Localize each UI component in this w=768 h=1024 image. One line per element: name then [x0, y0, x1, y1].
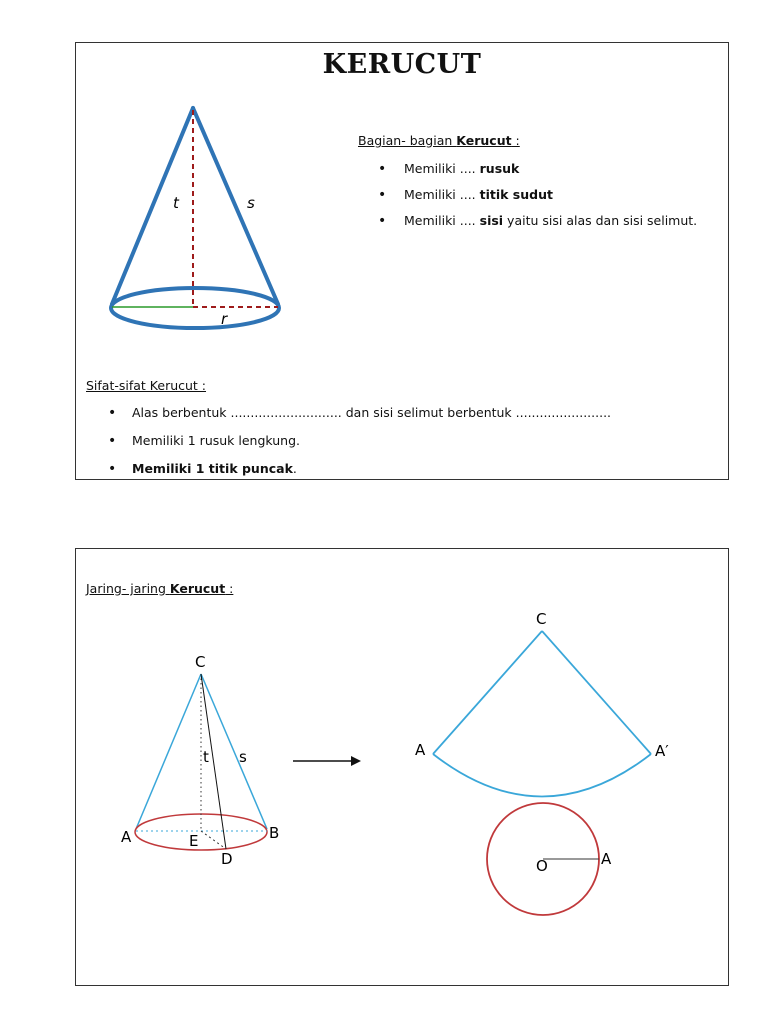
net-sector-left-edge [433, 631, 542, 754]
label-a-prime: A′ [655, 742, 669, 760]
cone-properties-section [86, 378, 726, 483]
label-a: A [415, 741, 426, 759]
arrow-right-icon [291, 751, 371, 771]
list-item [358, 182, 698, 208]
label-s: s [239, 748, 247, 766]
properties-heading: Sifat-sifat Kerucut : [86, 378, 207, 393]
net-sector-arc [433, 754, 651, 797]
cone-properties-box [75, 42, 729, 480]
cone-figure [101, 98, 301, 328]
cone-right-side [193, 108, 278, 304]
cone-net-box [75, 548, 729, 986]
label-b: B [269, 824, 280, 842]
net-heading [86, 581, 233, 596]
label-t: t [203, 748, 209, 766]
page-title: KERUCUT [322, 49, 482, 80]
cone-radius-to-d [201, 831, 226, 849]
list-item: • Memiliki 1 rusuk lengkung. [86, 427, 726, 455]
item-bold: Memiliki 1 titik puncak [132, 461, 293, 476]
net-heading-bold: Kerucut [169, 581, 226, 596]
label-c: C [195, 653, 206, 671]
item-text: Memiliki .... [404, 187, 480, 202]
item-text: Memiliki .... [404, 161, 480, 176]
cone-net-figure [406, 607, 669, 907]
parts-list [358, 156, 698, 234]
net-heading-text: Jaring- jaring [86, 581, 170, 596]
cone-parts-section [358, 133, 698, 234]
item-bold: titik sudut [479, 187, 553, 202]
item-suffix: yaitu sisi alas dan sisi selimut. [503, 213, 698, 228]
cone-left-side [136, 674, 201, 829]
label-r: r [221, 310, 228, 328]
cone-right-side [201, 674, 267, 829]
properties-list [86, 399, 726, 483]
item-suffix: . [292, 461, 297, 476]
cone-left-side [112, 108, 193, 304]
parts-heading-suffix: : [511, 133, 520, 148]
net-heading-suffix: : [225, 581, 234, 596]
label-s: s [247, 194, 255, 212]
list-item [86, 455, 726, 483]
item-bold: rusuk [479, 161, 520, 176]
label-t: t [173, 194, 179, 212]
parts-heading-text: Bagian- bagian [358, 133, 457, 148]
item-text: Memiliki .... [404, 213, 480, 228]
item-bold: sisi [479, 213, 504, 228]
list-item [358, 156, 698, 182]
list-item [358, 208, 698, 234]
label-o: O [536, 857, 548, 875]
net-sector-right-edge [542, 631, 651, 754]
label-a: A [601, 850, 612, 868]
label-c: C [536, 610, 547, 628]
parts-heading-bold: Kerucut [456, 133, 512, 148]
label-e: E [189, 832, 199, 850]
list-item: • Alas berbentuk ............................ dan sisi selimut berbentuk ........................ [86, 399, 726, 427]
label-a: A [121, 828, 132, 846]
cone-net-source-figure [111, 644, 311, 874]
label-d: D [221, 850, 233, 868]
parts-heading [358, 133, 698, 148]
